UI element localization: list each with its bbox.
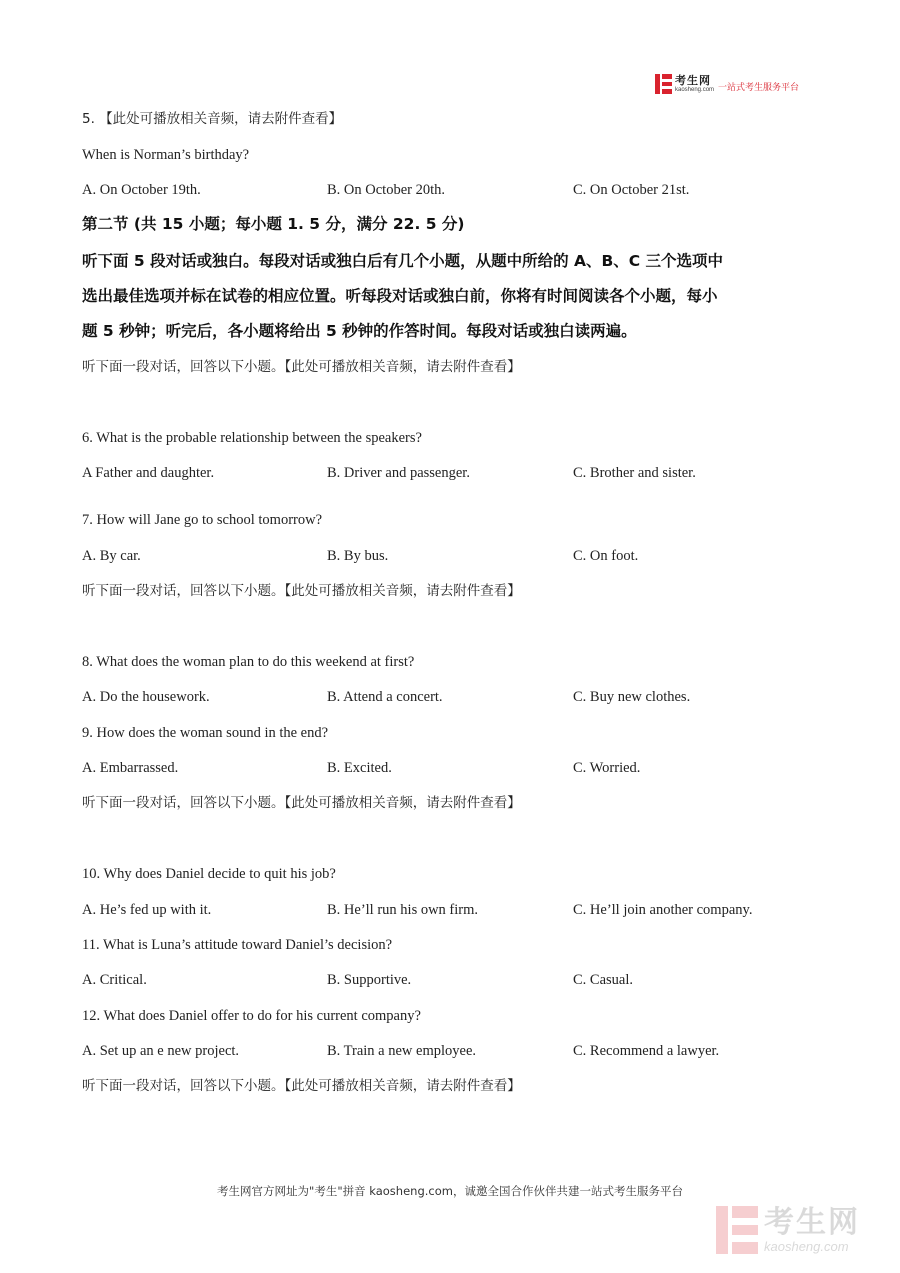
q9-option-a: A. Embarrassed.: [82, 760, 179, 776]
audio-prompt: 听下面一段对话，回答以下小题。【此处可播放相关音频，请去附件查看】: [82, 1078, 521, 1094]
logo-name: 考生网: [675, 74, 711, 87]
q5-question: When is Norman’s birthday?: [82, 147, 250, 163]
watermark-logo-icon: [716, 1206, 758, 1254]
q7-option-c: C. On foot.: [573, 548, 639, 564]
q8-option-a: A. Do the housework.: [82, 689, 210, 705]
q10-option-a: A. He’s fed up with it.: [82, 902, 212, 918]
audio-prompt: 听下面一段对话，回答以下小题。【此处可播放相关音频，请去附件查看】: [82, 583, 521, 599]
q7-option-b: B. By bus.: [327, 548, 389, 564]
q12-question: 12. What does Daniel offer to do for his current company?: [82, 1008, 421, 1024]
q5-audio-prompt: 5. 【此处可播放相关音频，请去附件查看】: [82, 111, 343, 127]
q11-option-a: A. Critical.: [82, 972, 147, 988]
audio-prompt: 听下面一段对话，回答以下小题。【此处可播放相关音频，请去附件查看】: [82, 359, 521, 375]
watermark: [716, 1206, 860, 1254]
q10-option-b: B. He’ll run his own firm.: [327, 902, 479, 918]
q10-question: 10. Why does Daniel decide to quit his job?: [82, 866, 336, 882]
q7-question: 7. How will Jane go to school tomorrow?: [82, 512, 323, 528]
q10-option-c: C. He’ll join another company.: [573, 902, 753, 918]
q6-option-c: C. Brother and sister.: [573, 465, 696, 481]
section-title: 第二节 (共 15 小题；每小题 1. 5 分，满分 22. 5 分): [82, 215, 465, 233]
page-footer: 考生网官方网址为"考生"拼音 kaosheng.com，诚邀全国合作伙伴共建一站式考生服务平台: [217, 1184, 683, 1198]
logo-slogan: 一站式考生服务平台: [718, 82, 800, 93]
q9-option-c: C. Worried.: [573, 760, 641, 776]
logo-domain: kaosheng.com: [675, 87, 715, 93]
q5-option-b: B. On October 20th.: [327, 182, 445, 198]
q12-option-c: C. Recommend a lawyer.: [573, 1043, 720, 1059]
q11-option-c: C. Casual.: [573, 972, 634, 988]
q12-option-b: B. Train a new employee.: [327, 1043, 477, 1059]
q6-option-b: B. Driver and passenger.: [327, 465, 470, 481]
q11-option-b: B. Supportive.: [327, 972, 412, 988]
audio-prompt: 听下面一段对话，回答以下小题。【此处可播放相关音频，请去附件查看】: [82, 795, 521, 811]
q8-option-c: C. Buy new clothes.: [573, 689, 691, 705]
q8-question: 8. What does the woman plan to do this weekend at first?: [82, 654, 415, 670]
section-instruction-line-1: 听下面 5 段对话或独白。每段对话或独白后有几个小题，从题中所给的 A、B、C 三个选项中: [82, 252, 724, 270]
q5-option-c: C. On October 21st.: [573, 182, 690, 198]
q7-option-a: A. By car.: [82, 548, 141, 564]
section-instruction-line-2: 选出最佳选项并标在试卷的相应位置。听每段对话或独白前，你将有时间阅读各个小题，每小: [82, 287, 718, 305]
q6-question: 6. What is the probable relationship between the speakers?: [82, 430, 422, 446]
q9-option-b: B. Excited.: [327, 760, 392, 776]
q6-option-a: A Father and daughter.: [82, 465, 215, 481]
header-logo: [655, 72, 799, 96]
logo-icon: [655, 74, 672, 94]
watermark-domain: kaosheng.com: [764, 1238, 849, 1254]
q8-option-b: B. Attend a concert.: [327, 689, 443, 705]
q12-option-a: A. Set up an e new project.: [82, 1043, 240, 1059]
q9-question: 9. How does the woman sound in the end?: [82, 725, 329, 741]
watermark-name: 考生网: [764, 1204, 860, 1240]
q11-question: 11. What is Luna’s attitude toward Daniel’s decision?: [82, 937, 393, 953]
section-instruction-line-3: 题 5 秒钟；听完后，各小题将给出 5 秒钟的作答时间。每段对话或独白读两遍。: [82, 322, 637, 340]
q5-option-a: A. On October 19th.: [82, 182, 201, 198]
